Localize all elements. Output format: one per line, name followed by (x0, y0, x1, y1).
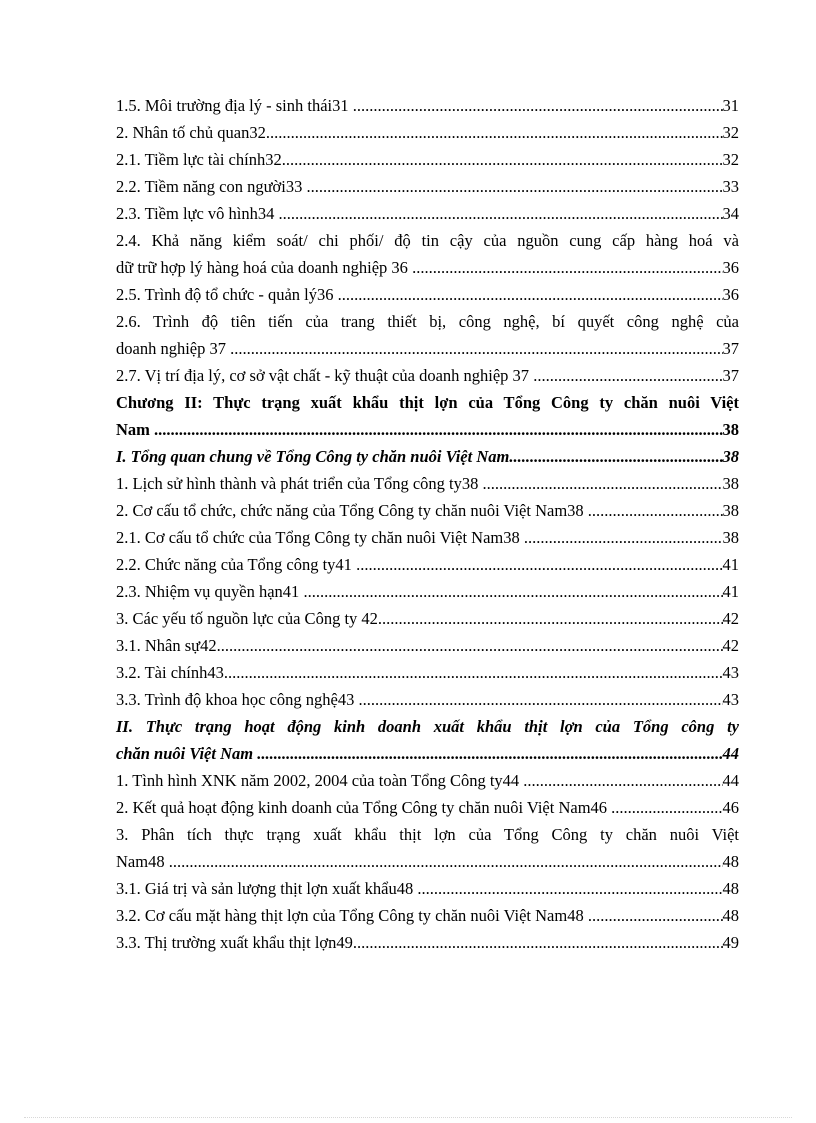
toc-page-number: 43 (722, 663, 739, 682)
dot-leader (169, 848, 723, 875)
dot-leader (417, 875, 722, 902)
toc-entry-title: 2. Kết quả hoạt động kinh doanh của Tổng Công ty chăn nuôi Việt Nam46 (116, 798, 612, 817)
dot-leader (353, 929, 723, 956)
toc-entry[interactable] (116, 173, 739, 200)
toc-entry-title-line: 3. Phân tích thực trạng xuất khẩu thịt lợn của Tổng Công ty chăn nuôi Việt (116, 825, 739, 844)
toc-page-number: 38 (722, 528, 739, 547)
dot-leader (524, 524, 723, 551)
toc-entry-title: doanh nghiệp 37 (116, 339, 231, 358)
dot-leader (483, 470, 723, 497)
toc-entry[interactable] (116, 713, 739, 767)
toc-page-number: 42 (722, 636, 739, 655)
toc-entry[interactable] (116, 227, 739, 281)
dot-leader (338, 281, 723, 308)
toc-entry[interactable] (116, 659, 739, 686)
toc-entry[interactable] (116, 470, 739, 497)
toc-entry-title: I. Tổng quan chung về Tổng Công ty chăn nuôi Việt Nam (116, 447, 510, 466)
toc-page-number: 33 (722, 177, 739, 196)
dot-leader (279, 200, 723, 227)
toc-entry-title: 2. Nhân tố chủ quan32 (116, 123, 266, 142)
toc-page-number: 37 (722, 339, 739, 358)
dot-leader (282, 146, 723, 173)
page-bottom-divider (24, 1117, 792, 1118)
toc-page-number: 32 (722, 150, 739, 169)
dot-leader (224, 659, 723, 686)
toc-entry-title-line: Chương II: Thực trạng xuất khẩu thịt lợn của Tổng Công ty chăn nuôi Việt (116, 393, 739, 412)
toc-entry-title: chăn nuôi Việt Nam (116, 744, 258, 763)
dot-leader (154, 416, 722, 443)
table-of-contents (116, 92, 739, 956)
toc-entry-title: 3. Các yếu tố nguồn lực của Công ty 42 (116, 609, 378, 628)
toc-page-number: 41 (722, 582, 739, 601)
toc-entry[interactable] (116, 389, 739, 443)
toc-page-number: 42 (722, 609, 739, 628)
toc-entry-title: Nam (116, 420, 155, 439)
toc-page-number: 32 (722, 123, 739, 142)
dot-leader (353, 92, 723, 119)
dot-leader (509, 443, 722, 470)
toc-entry[interactable] (116, 281, 739, 308)
toc-page-number: 31 (722, 96, 739, 115)
toc-entry[interactable] (116, 605, 739, 632)
toc-entry[interactable] (116, 632, 739, 659)
toc-entry[interactable] (116, 794, 739, 821)
toc-entry-title: 3.1. Nhân sự42 (116, 636, 217, 655)
toc-entry-title: 2.3. Nhiệm vụ quyền hạn41 (116, 582, 304, 601)
dot-leader (378, 605, 723, 632)
dot-leader (533, 362, 722, 389)
toc-entry[interactable] (116, 578, 739, 605)
toc-entry[interactable] (116, 875, 739, 902)
dot-leader (611, 794, 722, 821)
toc-entry[interactable] (116, 308, 739, 362)
toc-entry-title: dữ trữ hợp lý hàng hoá của doanh nghiệp 36 (116, 258, 413, 277)
toc-entry[interactable] (116, 92, 739, 119)
toc-entry-title: 1. Tình hình XNK năm 2002, 2004 của toàn Tổng Công ty44 (116, 771, 524, 790)
toc-page-number: 49 (722, 933, 739, 952)
toc-entry[interactable] (116, 146, 739, 173)
toc-page-number: 48 (722, 852, 739, 871)
toc-entry[interactable] (116, 902, 739, 929)
toc-entry[interactable] (116, 443, 739, 470)
toc-entry-title: 2.3. Tiềm lực vô hình34 (116, 204, 279, 223)
toc-page-number: 48 (722, 906, 739, 925)
toc-entry-title: Nam48 (116, 852, 169, 871)
toc-page-number: 48 (722, 879, 739, 898)
toc-page-number: 44 (722, 771, 739, 790)
dot-leader (588, 497, 723, 524)
toc-entry[interactable] (116, 119, 739, 146)
toc-entry-title: 2.1. Cơ cấu tổ chức của Tổng Công ty chăn nuôi Việt Nam38 (116, 528, 524, 547)
toc-entry[interactable] (116, 200, 739, 227)
dot-leader (306, 173, 722, 200)
toc-entry-title: 3.1. Giá trị và sản lượng thịt lợn xuất khẩu48 (116, 879, 418, 898)
toc-entry-title-line: 2.4. Khả năng kiểm soát/ chi phối/ độ tin cậy của nguồn cung cấp hàng hoá và (116, 231, 739, 250)
toc-entry-title: 2. Cơ cấu tổ chức, chức năng của Tổng Công ty chăn nuôi Việt Nam38 (116, 501, 588, 520)
toc-entry-title-line: II. Thực trạng hoạt động kinh doanh xuất khẩu thịt lợn của Tổng công ty (116, 717, 739, 736)
dot-leader (588, 902, 723, 929)
toc-entry-title: 2.2. Chức năng của Tổng công ty41 (116, 555, 357, 574)
toc-page-number: 36 (722, 285, 739, 304)
toc-entry-title: 2.2. Tiềm năng con người33 (116, 177, 307, 196)
dot-leader (358, 686, 722, 713)
toc-entry-title: 1. Lịch sử hình thành và phát triển của Tổng công ty38 (116, 474, 483, 493)
dot-leader (230, 335, 722, 362)
toc-page-number: 46 (722, 798, 739, 817)
dot-leader (266, 119, 723, 146)
toc-page-number: 34 (722, 204, 739, 223)
toc-page-number: 36 (722, 258, 739, 277)
toc-page-number: 38 (722, 501, 739, 520)
toc-entry-title: 3.3. Trình độ khoa học công nghệ43 (116, 690, 359, 709)
dot-leader (412, 254, 722, 281)
dot-leader (356, 551, 722, 578)
dot-leader (217, 632, 723, 659)
toc-entry-title: 2.1. Tiềm lực tài chính32 (116, 150, 282, 169)
toc-entry-title: 3.2. Cơ cấu mặt hàng thịt lợn của Tổng Công ty chăn nuôi Việt Nam48 (116, 906, 588, 925)
dot-leader (523, 767, 722, 794)
toc-entry[interactable] (116, 821, 739, 875)
toc-page-number: 44 (722, 744, 739, 763)
dot-leader (257, 740, 722, 767)
toc-page-number: 43 (722, 690, 739, 709)
toc-page-number: 38 (722, 420, 739, 439)
toc-page-number: 38 (722, 447, 739, 466)
toc-entry[interactable] (116, 524, 739, 551)
dot-leader (303, 578, 722, 605)
toc-entry[interactable] (116, 767, 739, 794)
toc-entry[interactable] (116, 551, 739, 578)
toc-entry[interactable] (116, 686, 739, 713)
toc-entry-title-line: 2.6. Trình độ tiên tiến của trang thiết bị, công nghệ, bí quyết công nghệ của (116, 312, 739, 331)
toc-entry-title: 2.7. Vị trí địa lý, cơ sở vật chất - kỹ thuật của doanh nghiệp 37 (116, 366, 534, 385)
toc-page-number: 41 (722, 555, 739, 574)
toc-entry[interactable] (116, 362, 739, 389)
toc-entry-title: 1.5. Môi trường địa lý - sinh thái31 (116, 96, 353, 115)
toc-entry-title: 2.5. Trình độ tổ chức - quản lý36 (116, 285, 338, 304)
toc-entry[interactable] (116, 929, 739, 956)
toc-page-number: 37 (722, 366, 739, 385)
toc-entry-title: 3.3. Thị trường xuất khẩu thịt lợn49 (116, 933, 353, 952)
toc-page-number: 38 (722, 474, 739, 493)
toc-entry[interactable] (116, 497, 739, 524)
toc-entry-title: 3.2. Tài chính43 (116, 663, 224, 682)
